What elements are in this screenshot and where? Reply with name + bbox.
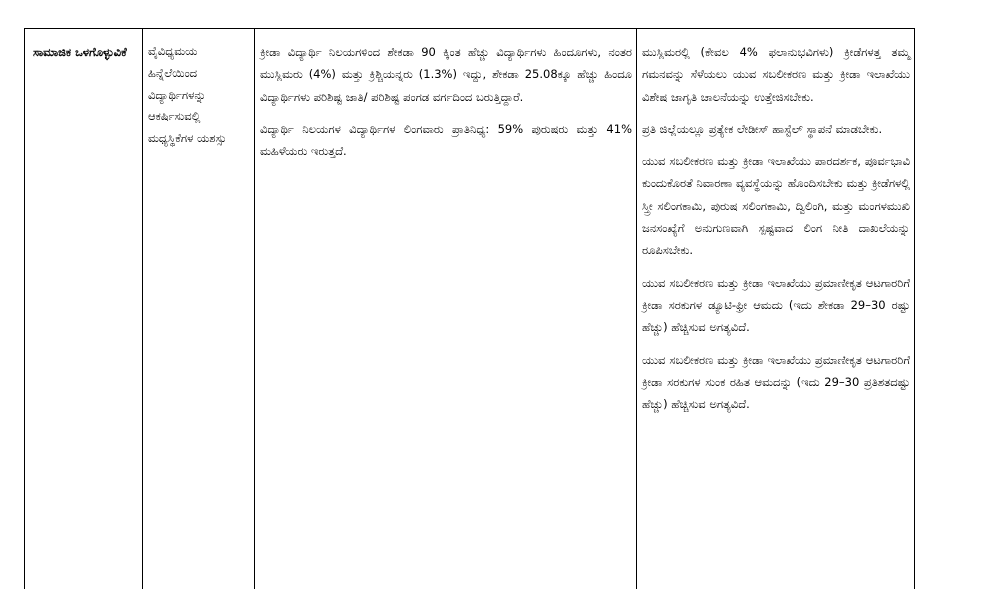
- recommendation-paragraph-3: ಯುವ ಸಬಲೀಕರಣ ಮತ್ತು ಕ್ರೀಡಾ ಇಲಾಖೆಯು ಪಾರದರ್ಶಕ, ಪೂರ್ವಭಾವಿ ಕುಂದುಕೊರತೆ ನಿವಾರಣಾ ವ್ಯವಸ್ಥೆಯನ್ನು ಹೊಂದಿಸಬೇಕು ಮತ್ತು ಕ್ರೀಡೆಗಳಲ್ಲಿ ಸ್ತ್ರೀ ಸಲಿಂಗಕಾಮಿ, ಪುರುಷ ಸಲಿಂಗಕಾಮಿ, ದ್ವಿಲಿಂಗಿ, ಮತ್ತು ಮಂಗಳಮುಖಿ ಜನಸಂಖ್ಯೆಗೆ ಅನುಗುಣವಾಗಿ ಸ್ಪಷ್ಟವಾದ ಲಿಂಗ ನೀತಿ ದಾಖಲೆಯನ್ನು ರೂಪಿಸಬೇಕು.: [642, 154, 910, 258]
- recommendations-cell: [637, 29, 914, 415]
- table-column-recommendations: [637, 29, 915, 589]
- recommendation-paragraph-2: ಪ್ರತಿ ಜಿಲ್ಲೆಯಲ್ಲೂ ಪ್ರತ್ಯೇಕ ಲೇಡೀಸ್ ಹಾಸ್ಟೆಲ್ ಸ್ಥಾಪನೆ ಮಾಡಬೇಕು.: [642, 121, 883, 136]
- recommendations-table: [24, 28, 915, 589]
- findings-cell: [255, 29, 636, 162]
- table-column-findings: [255, 29, 637, 589]
- findings-paragraph-2: ವಿದ್ಯಾರ್ಥಿ ನಿಲಯಗಳ ವಿದ್ಯಾರ್ಥಿಗಳ ಲಿಂಗವಾರು ಪ್ರಾತಿನಿಧ್ಯ: 59% ಪುರುಷರು ಮತ್ತು 41% ಮಹಿಳೆಯರು ಇರುತ್ತದೆ.: [260, 121, 632, 159]
- recommendation-paragraph-4: ಯುವ ಸಬಲೀಕರಣ ಮತ್ತು ಕ್ರೀಡಾ ಇಲಾಖೆಯು ಪ್ರಮಾಣೀಕೃತ ಆಟಗಾರರಿಗೆ ಕ್ರೀಡಾ ಸರಕುಗಳ ಡ್ಯೂಟಿ-ಫ್ರೀ ಆಮದು (ಇದು ಶೇಕಡಾ 29–30 ರಷ್ಟು ಹೆಚ್ಚು) ಹೆಚ್ಚಿಸುವ ಅಗತ್ಯವಿದೆ.: [642, 275, 910, 335]
- recommendation-paragraph-5: ಯುವ ಸಬಲೀಕರಣ ಮತ್ತು ಕ್ರೀಡಾ ಇಲಾಖೆಯು ಪ್ರಮಾಣೀಕೃತ ಆಟಗಾರರಿಗೆ ಕ್ರೀಡಾ ಸರಕುಗಳ ಸುಂಕ ರಹಿತ ಆಮದನ್ನು (ಇದು 29–30 ಪ್ರತಿಶತದಷ್ಟು ಹೆಚ್ಚು) ಹೆಚ್ಚಿಸುವ ಅಗತ್ಯವಿದೆ.: [642, 352, 910, 412]
- findings-paragraph-1: ಕ್ರೀಡಾ ವಿದ್ಯಾರ್ಥಿ ನಿಲಯಗಳಿಂದ ಶೇಕಡಾ 90 ಕ್ಕಿಂತ ಹೆಚ್ಚು ವಿದ್ಯಾರ್ಥಿಗಳು ಹಿಂದೂಗಳು, ನಂತರ ಮುಸ್ಲಿಮರು (4%) ಮತ್ತು ಕ್ರಿಶ್ಚಿಯನ್ನರು (1.3%) ಇದ್ದು, ಶೇಕಡಾ 25.08ಕ್ಕೂ ಹೆಚ್ಚು ಹಿಂದೂ ವಿದ್ಯಾರ್ಥಿಗಳು ಪರಿಶಿಷ್ಟ ಜಾತಿ/ ಪರಿಶಿಷ್ಟ ಪಂಗಡ ವರ್ಗದಿಂದ ಬರುತ್ತಿದ್ದಾರೆ.: [260, 45, 632, 104]
- indicator-text: ವೈವಿಧ್ಯಮಯ ಹಿನ್ನೆಲೆಯಿಂದ ವಿದ್ಯಾರ್ಥಿಗಳನ್ನು ಆಕರ್ಷಿಸುವಲ್ಲಿ ಮಧ್ಯಸ್ಥಿಕೆಗಳ ಯಶಸ್ಸು: [148, 44, 227, 146]
- recommendation-paragraph-1: ಮುಸ್ಲಿಮರಲ್ಲಿ (ಕೇವಲ 4% ಫಲಾನುಭವಿಗಳು) ಕ್ರೀಡೆಗಳತ್ತ ತಮ್ಮ ಗಮನವನ್ನು ಸೆಳೆಯಲು ಯುವ ಸಬಲೀಕರಣ ಮತ್ತು ಕ್ರೀಡಾ ಇಲಾಖೆಯು ವಿಶೇಷ ಜಾಗೃತಿ ಚಾಲನೆಯನ್ನು ಉತ್ತೇಜಿಸಬೇಕು.: [642, 45, 910, 104]
- table-column-indicator: [143, 29, 255, 589]
- table-column-theme: [25, 29, 143, 589]
- theme-heading: ಸಾಮಾಜಿಕ ಒಳಗೊಳ್ಳುವಿಕೆ: [33, 45, 127, 59]
